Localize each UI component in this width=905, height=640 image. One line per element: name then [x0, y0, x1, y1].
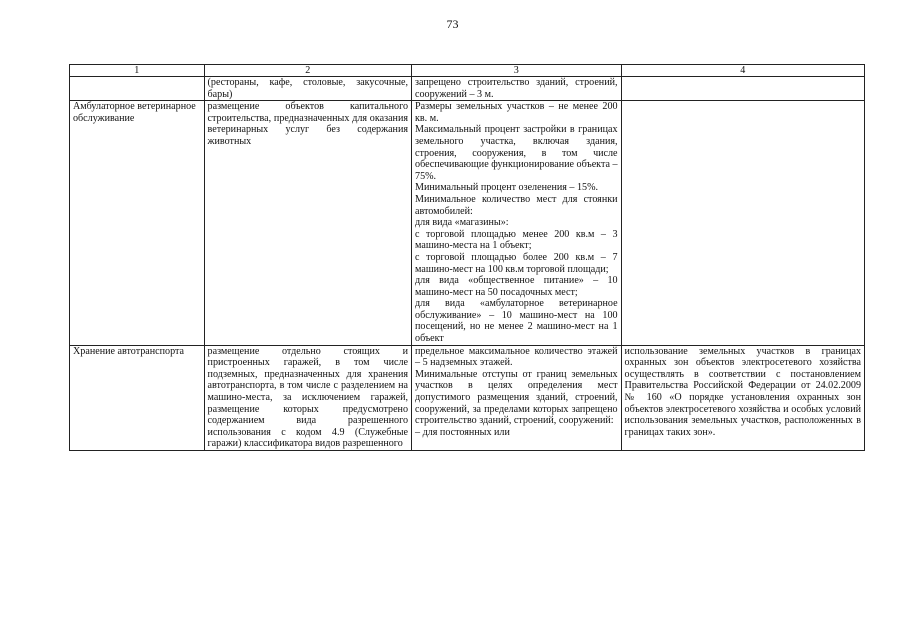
- zoning-table: [69, 64, 865, 451]
- column-header-2: 2: [204, 65, 411, 77]
- table-row: [70, 345, 865, 450]
- table-row: [70, 77, 865, 101]
- column-header-4: 4: [621, 65, 864, 77]
- page-number: 73: [446, 17, 459, 31]
- table-cell-col4: [621, 345, 864, 450]
- cell-paragraph: Хранение автотранспорта: [73, 345, 185, 357]
- cell-paragraph: Минимальное количество мест для стоянки автомобилей:: [415, 193, 618, 217]
- cell-paragraph: Размеры земельных участков – не менее 200 кв. м.: [415, 101, 618, 124]
- cell-paragraph: Минимальные отступы от границ земельных участков в целях определения мест допустимого размещения зданий, строений, сооружений, за пределами которых запрещено строительство зданий, строений, сооружений:: [415, 368, 618, 427]
- table-cell-col2: [204, 345, 411, 450]
- cell-paragraph: для вида «амбулаторное ветеринарное обслуживание» – 10 машино-мест на 100 посещений, но не менее 2 машино-мест на 1 объект: [415, 298, 618, 345]
- cell-paragraph: – для постоянных или: [415, 426, 510, 438]
- cell-paragraph: с торговой площадью менее 200 кв.м – 3 машино-места на 1 объект;: [415, 228, 618, 252]
- table-cell-col1: [70, 101, 205, 345]
- table-cell-col1: [70, 77, 205, 101]
- table-cell-col3: [412, 345, 622, 450]
- column-header-3: 3: [412, 65, 622, 77]
- cell-paragraph: использование земельных участков в границах охранных зон объектов электросетевого хозяйства осуществлять в соответствии с постановлением Правительства Российской Федерации от 24.02.2009 № 160 «О порядке установления охранных зон объектов электросетевого хозяйства и особых условий использования земельных участков, расположенных в границах таких зон».: [624, 345, 861, 438]
- table-cell-col4: [621, 77, 864, 101]
- table-cell-col3: [412, 77, 622, 101]
- cell-paragraph: Максимальный процент застройки в границах земельного участка, включая здания, строения, сооружения, в том числе обеспечивающие функционирование объекта – 75%.: [415, 124, 618, 182]
- cell-paragraph: Амбулаторное ветеринарное обслуживание: [73, 101, 196, 124]
- cell-paragraph: (рестораны, кафе, столовые, закусочные, бары): [207, 77, 409, 100]
- table-row: [70, 101, 865, 345]
- cell-paragraph: запрещено строительство зданий, строений, сооружений – 3 м.: [415, 77, 618, 100]
- table-cell-col4: [621, 101, 864, 345]
- cell-paragraph: Минимальный процент озеленения – 15%.: [415, 182, 599, 194]
- cell-paragraph: размещение отдельно стоящих и пристроенных гаражей, в том числе подземных, предназначенных для хранения автотранспорта, в том числе с разделением на машино-места, за исключением гаражей, размещение которых предусмотрено содержанием вида разрешенного использования с кодом 4.9 (Служебные гаражи) классификатора видов разрешенного: [207, 345, 409, 450]
- table-cell-col1: [70, 345, 205, 450]
- column-header-1: 1: [70, 65, 205, 77]
- table-cell-col3: [412, 101, 622, 345]
- table-cell-col2: [204, 77, 411, 101]
- cell-paragraph: для вида «магазины»:: [415, 217, 509, 229]
- table-cell-col2: [204, 101, 411, 345]
- cell-paragraph: с торговой площадью более 200 кв.м – 7 машино-мест на 100 кв.м торговой площади;: [415, 251, 618, 275]
- cell-paragraph: для вида «общественное питание» – 10 машино-мест на 50 посадочных мест;: [415, 275, 618, 298]
- cell-paragraph: размещение объектов капитального строительства, предназначенных для оказания ветеринарных услуг без содержания животных: [207, 101, 409, 147]
- table-header-row: [70, 65, 865, 77]
- cell-paragraph: предельное максимальное количество этажей – 5 надземных этажей.: [415, 345, 618, 369]
